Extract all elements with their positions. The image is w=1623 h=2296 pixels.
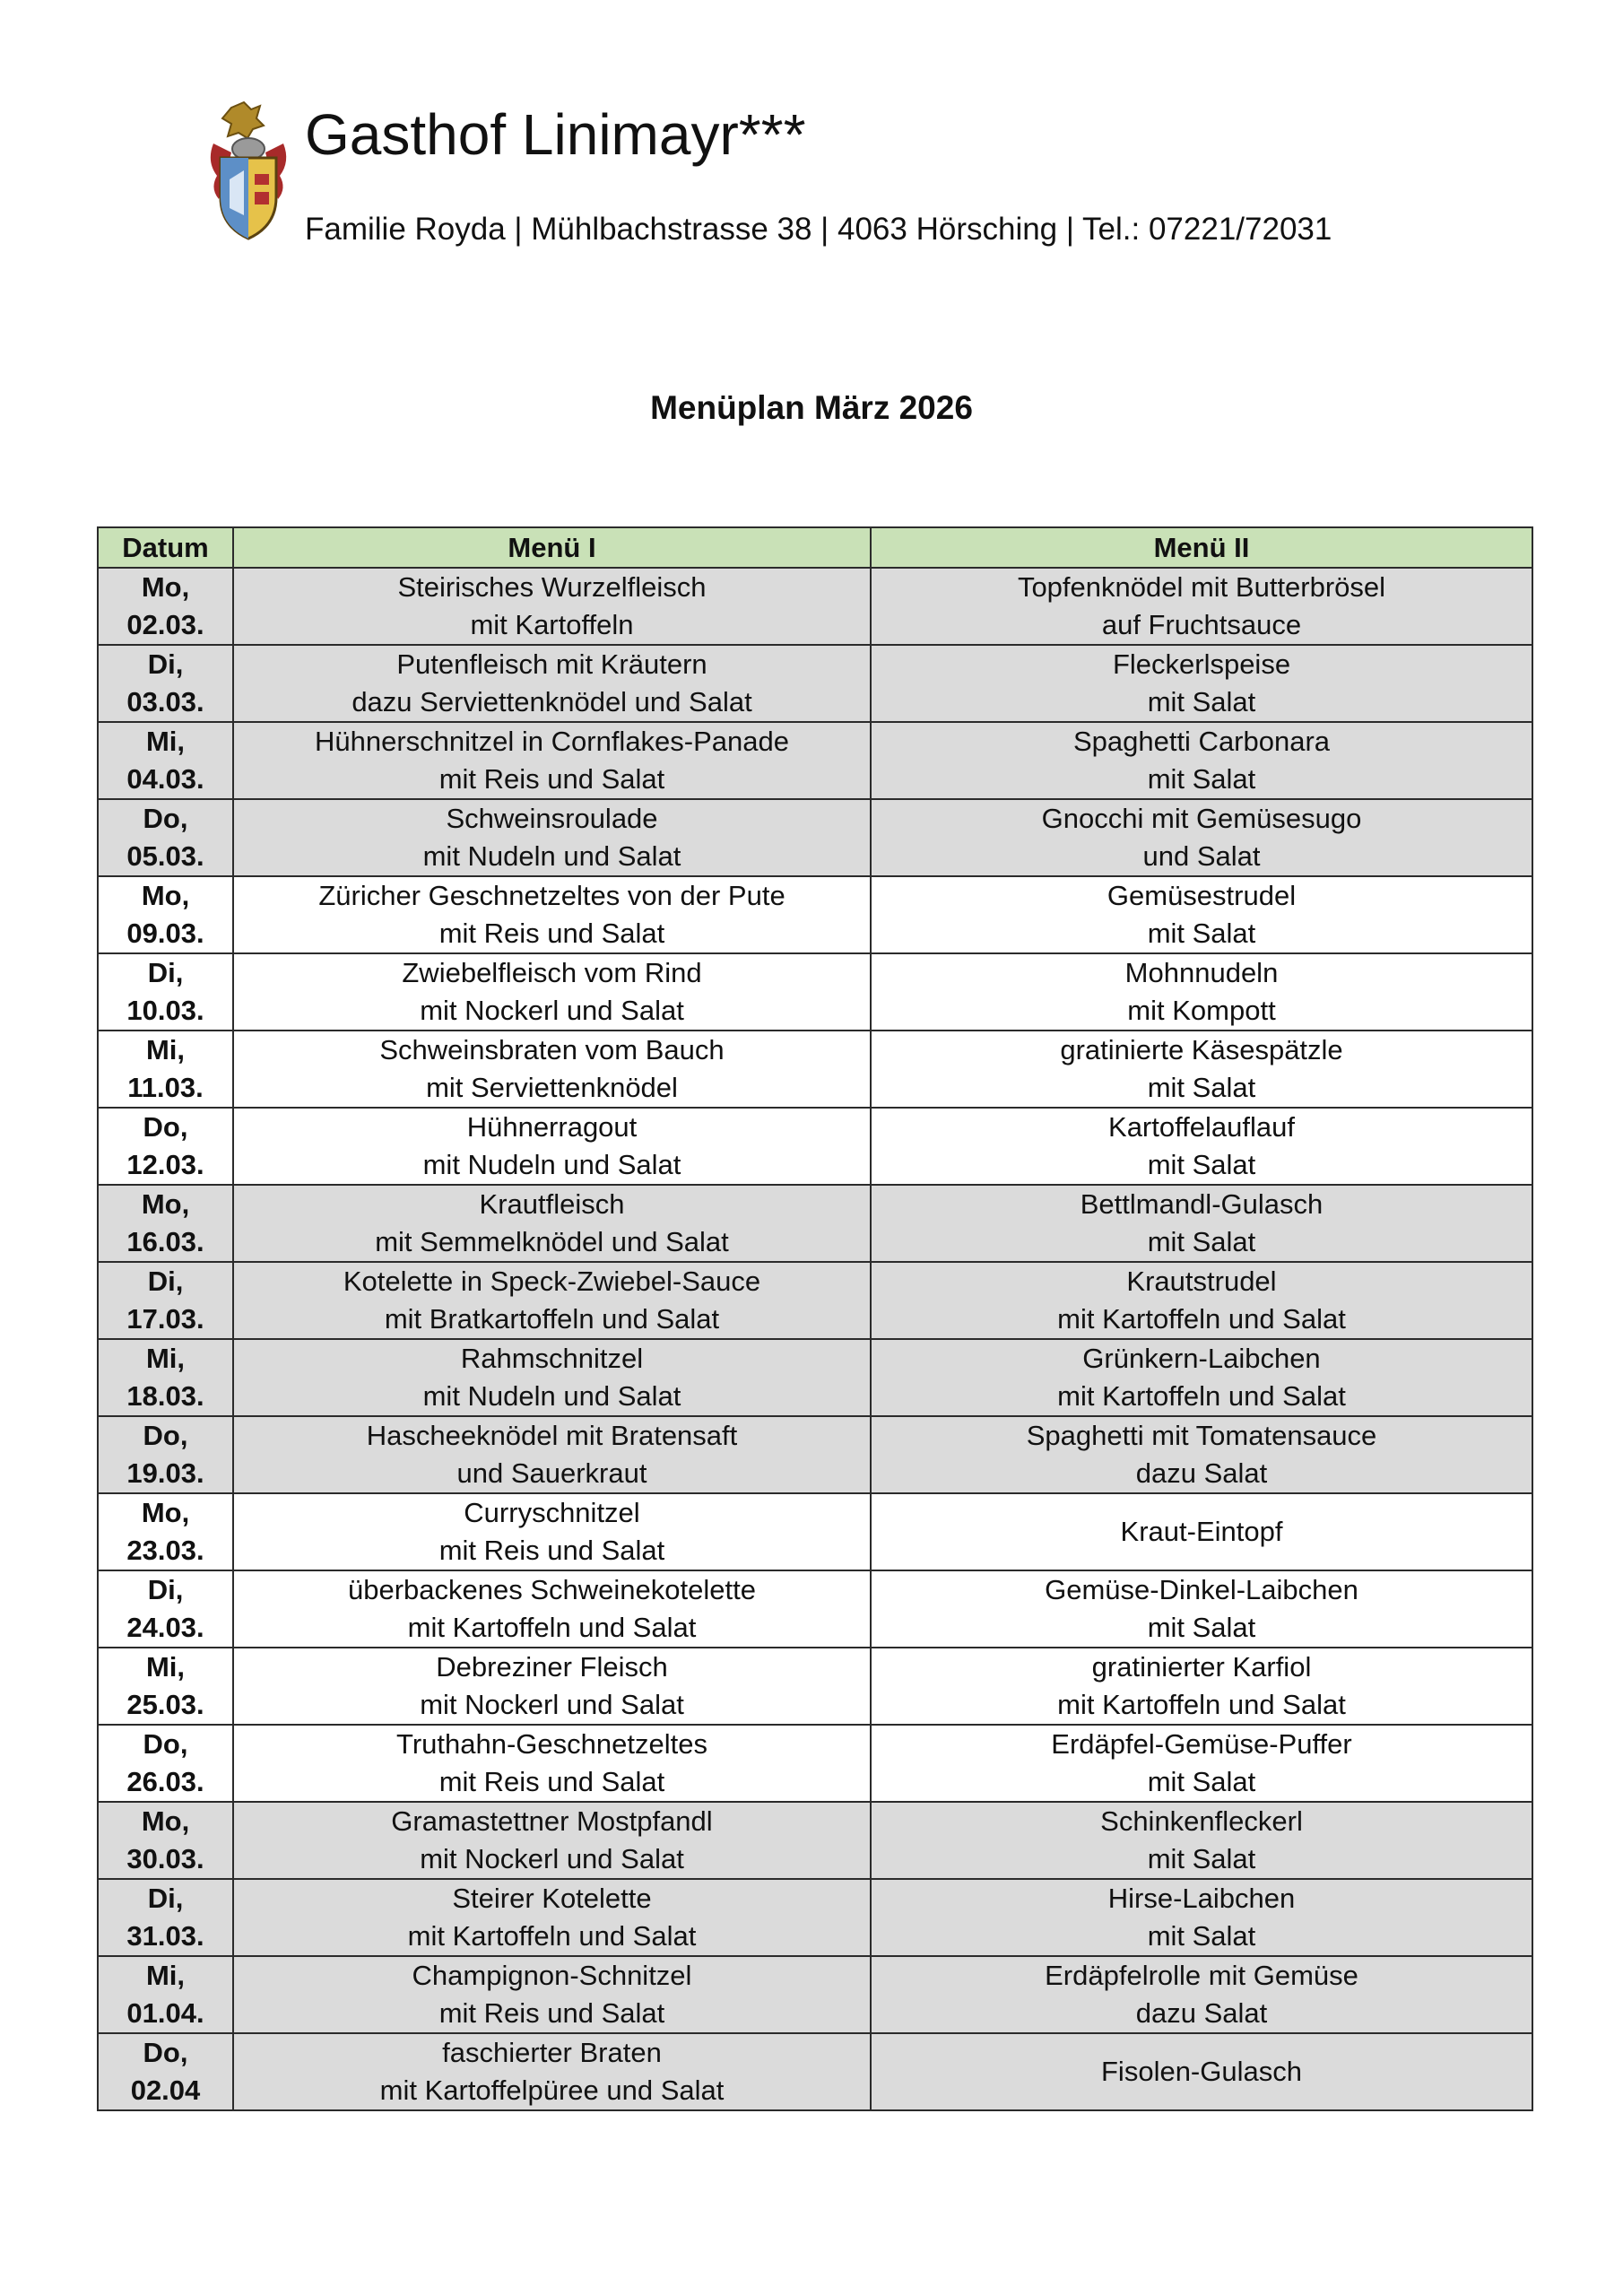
date-cell-line-1: Mi, [145, 1651, 186, 1683]
menu-1-cell-line-2: dazu Serviettenknödel und Salat [352, 686, 752, 718]
menu-1-cell-line-2: mit Serviettenknödel [426, 1072, 678, 1103]
menu-1-cell-line-1: Schweinsbraten vom Bauch [379, 1034, 725, 1065]
coat-of-arms-icon [204, 99, 292, 242]
date-cell-line-2: 01.04. [126, 1997, 204, 2029]
menu-2-cell-line-2: mit Salat [1147, 1843, 1256, 1874]
menu-2-cell-line-2: mit Salat [1147, 1072, 1256, 1103]
table-row [98, 799, 1532, 876]
menu-2-cell-line-2: mit Salat [1147, 1612, 1256, 1643]
menu-2-cell-line-2: mit Kartoffeln und Salat [1057, 1380, 1346, 1412]
date-cell-line-1: Di, [147, 957, 184, 988]
table-row [98, 1262, 1532, 1339]
date-cell-line-2: 02.03. [126, 609, 204, 640]
menu-2-cell-line-1: Fisolen-Gulasch [1101, 2056, 1302, 2087]
date-cell-line-2: 11.03. [127, 1072, 204, 1103]
menu-1-cell [233, 1956, 871, 2033]
date-cell [98, 568, 233, 645]
menu-1-cell-line-1: Curryschnitzel [464, 1497, 640, 1528]
table-row [98, 1031, 1532, 1108]
menu-1-cell-line-2: und Sauerkraut [456, 1457, 647, 1489]
menu-1-cell-line-1: Hühnerschnitzel in Cornflakes-Panade [314, 726, 789, 757]
menu-2-cell-line-1: Fleckerlspeise [1112, 648, 1291, 680]
menu-2-cell [871, 1570, 1532, 1648]
menu-2-cell [871, 2033, 1532, 2110]
date-cell [98, 1416, 233, 1493]
menu-1-cell-line-2: mit Kartoffeln und Salat [407, 1920, 697, 1952]
table-row [98, 722, 1532, 799]
date-cell-line-2: 03.03. [126, 686, 204, 718]
date-cell-line-1: Mo, [141, 571, 190, 603]
date-cell-line-2: 18.03. [126, 1380, 204, 1412]
date-cell [98, 953, 233, 1031]
menu-1-cell [233, 799, 871, 876]
date-cell-line-1: Di, [147, 1265, 184, 1297]
menu-1-cell-line-2: mit Reis und Salat [438, 763, 665, 795]
menu-1-cell-line-2: mit Semmelknödel und Salat [375, 1226, 729, 1257]
menu-1-cell [233, 1879, 871, 1956]
menu-table-body [98, 568, 1532, 2110]
menu-2-cell [871, 953, 1532, 1031]
table-row [98, 1108, 1532, 1185]
date-cell-line-2: 17.03. [126, 1303, 204, 1335]
date-cell-line-2: 23.03. [126, 1535, 204, 1566]
table-row [98, 1339, 1532, 1416]
menu-1-cell-line-1: Hühnerragout [466, 1111, 638, 1143]
menu-2-cell-line-1: Erdäpfel-Gemüse-Puffer [1051, 1728, 1352, 1760]
menu-2-cell-line-1: Spaghetti Carbonara [1072, 726, 1331, 757]
menu-2-cell-line-1: Kartoffelauflauf [1108, 1111, 1295, 1143]
menu-2-cell [871, 1956, 1532, 2033]
date-cell-line-2: 12.03. [126, 1149, 204, 1180]
menu-1-cell [233, 1108, 871, 1185]
table-row [98, 1879, 1532, 1956]
date-cell-line-2: 05.03. [126, 840, 204, 872]
menu-1-cell [233, 722, 871, 799]
menu-2-cell-line-2: mit Salat [1147, 686, 1256, 718]
menu-1-cell-line-2: mit Reis und Salat [438, 1766, 665, 1797]
date-cell-line-1: Di, [147, 1883, 184, 1914]
menu-1-cell [233, 1648, 871, 1725]
date-cell [98, 1493, 233, 1570]
menu-1-cell-line-1: Debreziner Fleisch [436, 1651, 668, 1683]
menu-1-cell-line-2: mit Reis und Salat [438, 1997, 665, 2029]
menu-2-cell [871, 1493, 1532, 1570]
date-cell-line-1: Mo, [141, 880, 190, 911]
table-row [98, 953, 1532, 1031]
date-cell-line-1: Mi, [145, 1034, 186, 1065]
table-row [98, 1725, 1532, 1802]
date-cell-line-2: 30.03. [126, 1843, 204, 1874]
menu-2-cell-line-1: Gemüsestrudel [1107, 880, 1297, 911]
menu-2-cell [871, 1339, 1532, 1416]
menu-2-cell-line-2: auf Fruchtsauce [1101, 609, 1302, 640]
table-row [98, 1648, 1532, 1725]
menu-1-cell [233, 1725, 871, 1802]
date-cell-line-1: Mi, [145, 1343, 186, 1374]
date-cell-line-2: 24.03. [126, 1612, 204, 1643]
menu-2-cell-line-1: Erdäpfelrolle mit Gemüse [1045, 1960, 1358, 1991]
menu-1-cell [233, 876, 871, 953]
date-cell-line-2: 31.03. [126, 1920, 204, 1952]
menu-1-cell-line-1: Rahmschnitzel [460, 1343, 644, 1374]
date-cell [98, 645, 233, 722]
menu-2-cell [871, 876, 1532, 953]
menu-1-cell-line-2: mit Reis und Salat [438, 1535, 665, 1566]
date-cell-line-1: Do, [143, 1111, 188, 1143]
menu-2-cell-line-1: Topfenknödel mit Butterbrösel [1017, 571, 1386, 603]
menu-1-cell-line-2: mit Nockerl und Salat [420, 995, 684, 1026]
menu-1-cell-line-2: mit Reis und Salat [438, 918, 665, 949]
menu-1-cell [233, 1802, 871, 1879]
date-cell [98, 1956, 233, 2033]
date-cell [98, 1879, 233, 1956]
date-cell [98, 2033, 233, 2110]
menu-table [97, 526, 1533, 2111]
date-cell [98, 1185, 233, 1262]
menu-2-cell [871, 1262, 1532, 1339]
menu-1-cell-line-1: Schweinsroulade [446, 803, 658, 834]
column-header-menu-1: Menü I [233, 527, 871, 568]
menu-1-cell-line-1: überbackenes Schweinekotelette [348, 1574, 756, 1605]
date-cell-line-1: Do, [143, 803, 188, 834]
menu-1-cell-line-2: mit Nockerl und Salat [420, 1689, 684, 1720]
menu-2-cell-line-2: und Salat [1142, 840, 1261, 872]
date-cell [98, 876, 233, 953]
menu-1-cell-line-1: Krautfleisch [479, 1188, 625, 1220]
menu-2-cell-line-2: dazu Salat [1135, 1997, 1268, 2029]
date-cell-line-1: Mo, [141, 1497, 190, 1528]
date-cell-line-1: Do, [143, 1728, 188, 1760]
menu-1-cell [233, 1262, 871, 1339]
menu-1-cell [233, 1493, 871, 1570]
menu-1-cell-line-2: mit Bratkartoffeln und Salat [384, 1303, 720, 1335]
restaurant-address: Familie Royda | Mühlbachstrasse 38 | 4063 Hörsching | Tel.: 07221/72031 [305, 212, 1332, 247]
menu-1-cell [233, 953, 871, 1031]
table-row [98, 1802, 1532, 1879]
menu-1-cell-line-2: mit Kartoffeln und Salat [407, 1612, 697, 1643]
menu-1-cell-line-1: Putenfleisch mit Kräutern [396, 648, 707, 680]
date-cell [98, 1339, 233, 1416]
menu-1-cell-line-1: Zwiebelfleisch vom Rind [402, 957, 702, 988]
menu-1-cell [233, 2033, 871, 2110]
menu-2-cell [871, 645, 1532, 722]
menu-2-cell [871, 568, 1532, 645]
menu-2-cell [871, 722, 1532, 799]
table-row [98, 876, 1532, 953]
menu-1-cell [233, 568, 871, 645]
menu-2-cell-line-1: Bettlmandl-Gulasch [1080, 1188, 1324, 1220]
table-row [98, 568, 1532, 645]
menu-2-cell-line-2: mit Salat [1147, 763, 1256, 795]
menu-1-cell-line-1: Hascheeknödel mit Bratensaft [366, 1420, 738, 1451]
menu-2-cell [871, 1416, 1532, 1493]
menu-2-cell [871, 1185, 1532, 1262]
menu-1-cell [233, 1416, 871, 1493]
menu-2-cell-line-1: gratinierter Karfiol [1091, 1651, 1312, 1683]
menu-2-cell-line-2: mit Kartoffeln und Salat [1057, 1689, 1346, 1720]
menu-1-cell-line-1: Kotelette in Speck-Zwiebel-Sauce [343, 1265, 761, 1297]
menu-2-cell-line-2: mit Salat [1147, 918, 1256, 949]
page-title: Menüplan März 2026 [650, 389, 973, 426]
table-row [98, 1493, 1532, 1570]
column-header-date: Datum [98, 527, 233, 568]
menu-1-cell-line-1: Steirer Kotelette [452, 1883, 652, 1914]
menu-1-cell-line-1: Champignon-Schnitzel [412, 1960, 692, 1991]
menu-1-cell-line-2: mit Kartoffeln [470, 609, 634, 640]
date-cell-line-1: Mo, [141, 1805, 190, 1837]
menu-2-cell-line-2: mit Kartoffeln und Salat [1057, 1303, 1346, 1335]
menu-2-cell-line-2: mit Salat [1147, 1149, 1256, 1180]
menu-2-cell-line-2: mit Salat [1147, 1226, 1256, 1257]
date-cell [98, 1570, 233, 1648]
menu-1-cell-line-1: Züricher Geschnetzeltes von der Pute [318, 880, 785, 911]
date-cell-line-1: Do, [143, 2037, 188, 2068]
menu-1-cell [233, 1570, 871, 1648]
date-cell [98, 1108, 233, 1185]
menu-2-cell [871, 1031, 1532, 1108]
date-cell-line-2: 26.03. [126, 1766, 204, 1797]
menu-2-cell-line-1: Schinkenfleckerl [1100, 1805, 1303, 1837]
date-cell [98, 1262, 233, 1339]
date-cell [98, 1031, 233, 1108]
date-cell-line-2: 09.03. [126, 918, 204, 949]
menu-2-cell-line-1: gratinierte Käsespätzle [1060, 1034, 1343, 1065]
table-header-row [98, 527, 1532, 568]
date-cell-line-2: 10.03. [126, 995, 204, 1026]
date-cell [98, 722, 233, 799]
menu-2-cell [871, 1802, 1532, 1879]
date-cell-line-2: 02.04 [130, 2074, 201, 2106]
date-cell [98, 1725, 233, 1802]
menu-2-cell-line-1: Grünkern-Laibchen [1082, 1343, 1321, 1374]
table-row [98, 1956, 1532, 2033]
menu-2-cell-line-2: mit Salat [1147, 1766, 1256, 1797]
menu-1-cell [233, 1031, 871, 1108]
menu-1-cell-line-2: mit Nudeln und Salat [422, 1380, 681, 1412]
menu-1-cell-line-1: Gramastettner Mostpfandl [391, 1805, 713, 1837]
date-cell-line-2: 25.03. [126, 1689, 204, 1720]
date-cell-line-1: Mo, [141, 1188, 190, 1220]
date-cell-line-2: 19.03. [126, 1457, 204, 1489]
menu-2-cell-line-2: dazu Salat [1135, 1457, 1268, 1489]
date-cell-line-1: Do, [143, 1420, 188, 1451]
menu-2-cell [871, 1108, 1532, 1185]
menu-2-cell [871, 799, 1532, 876]
date-cell-line-1: Di, [147, 648, 184, 680]
date-cell [98, 799, 233, 876]
menu-1-cell-line-2: mit Nudeln und Salat [422, 1149, 681, 1180]
date-cell-line-2: 04.03. [126, 763, 204, 795]
menu-1-cell-line-2: mit Kartoffelpüree und Salat [379, 2074, 725, 2106]
table-row [98, 1185, 1532, 1262]
table-row [98, 1570, 1532, 1648]
date-cell-line-1: Mi, [145, 1960, 186, 1991]
menu-2-cell-line-1: Gemüse-Dinkel-Laibchen [1045, 1574, 1358, 1605]
menu-1-cell-line-1: Truthahn-Geschnetzeltes [396, 1728, 707, 1760]
table-row [98, 645, 1532, 722]
date-cell-line-2: 16.03. [126, 1226, 204, 1257]
menu-2-cell-line-2: mit Kompott [1127, 995, 1276, 1026]
menu-1-cell-line-2: mit Nockerl und Salat [420, 1843, 684, 1874]
date-cell-line-1: Di, [147, 1574, 184, 1605]
date-cell [98, 1802, 233, 1879]
menu-2-cell-line-1: Kraut-Eintopf [1120, 1516, 1283, 1547]
menu-1-cell [233, 645, 871, 722]
restaurant-name: Gasthof Linimayr*** [305, 102, 806, 167]
menu-1-cell [233, 1339, 871, 1416]
menu-1-cell [233, 1185, 871, 1262]
menu-1-cell-line-2: mit Nudeln und Salat [422, 840, 681, 872]
menu-2-cell [871, 1879, 1532, 1956]
menu-1-cell-line-1: Steirisches Wurzelfleisch [397, 571, 707, 603]
menu-2-cell-line-2: mit Salat [1147, 1920, 1256, 1952]
menu-1-cell-line-1: faschierter Braten [442, 2037, 662, 2068]
table-row [98, 2033, 1532, 2110]
menu-2-cell-line-1: Spaghetti mit Tomatensauce [1026, 1420, 1377, 1451]
date-cell-line-1: Mi, [145, 726, 186, 757]
date-cell [98, 1648, 233, 1725]
menu-2-cell [871, 1648, 1532, 1725]
column-header-menu-2: Menü II [871, 527, 1532, 568]
table-row [98, 1416, 1532, 1493]
menu-2-cell-line-1: Krautstrudel [1126, 1265, 1277, 1297]
menu-2-cell [871, 1725, 1532, 1802]
menu-2-cell-line-1: Mohnnudeln [1124, 957, 1279, 988]
menu-2-cell-line-1: Hirse-Laibchen [1107, 1883, 1296, 1914]
menu-2-cell-line-1: Gnocchi mit Gemüsesugo [1041, 803, 1362, 834]
